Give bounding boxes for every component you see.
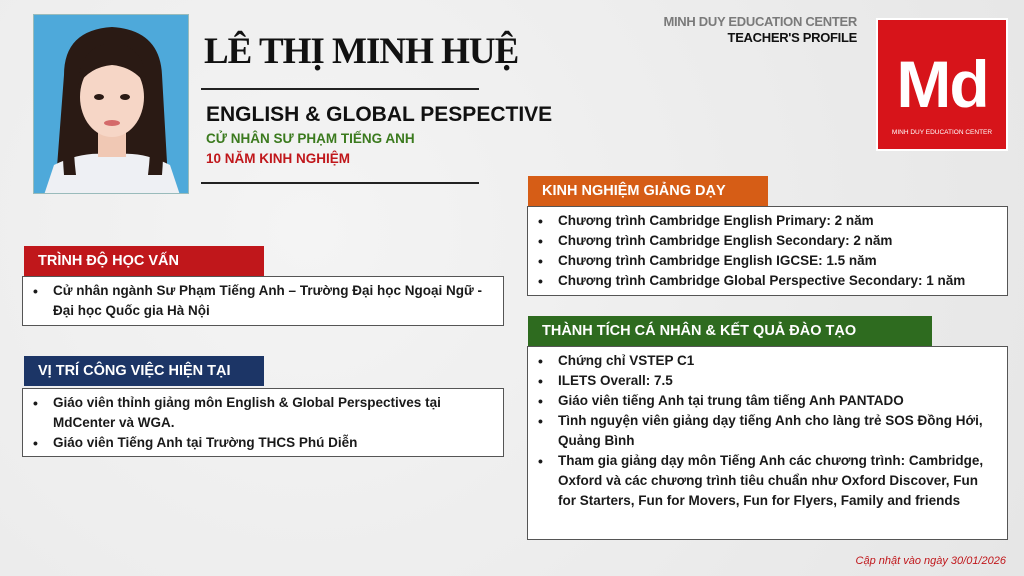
divider [201,182,479,184]
teacher-photo [33,14,189,194]
center-name: MINH DUY EDUCATION CENTER [663,14,857,29]
update-date: Cập nhật vào ngày 30/01/2026 [855,555,1006,567]
list-item: • Chứng chỉ VSTEP C1 [528,351,999,371]
education-title: TRÌNH ĐỘ HỌC VẤN [38,253,179,269]
teaching-box [527,206,1008,296]
logo-caption: MINH DUY EDUCATION CENTER [891,129,993,136]
teacher-name: LÊ THỊ MINH HUỆ [204,31,519,72]
list-item: • Chương trình Cambridge English Primary: 2 năm [528,211,1007,231]
list-item: • Tham gia giảng dạy môn Tiếng Anh các chương trình: Cambridge, Oxford và các chương trình tiêu chuẩn như Oxford Discover, Fun for Starters, Fun for Movers, Fun for Flyers, Family and friends [528,451,999,511]
list-item: • Giáo viên Tiếng Anh tại Trường THCS Phú Diễn [23,433,503,453]
position-header [24,356,264,386]
list-item: • Chương trình Cambridge Global Perspective Secondary: 1 năm [528,271,1007,291]
list-item: • Cử nhân ngành Sư Phạm Tiếng Anh – Trường Đại học Ngoại Ngữ - Đại học Quốc gia Hà Nội [23,281,503,321]
position-box [22,388,504,457]
teaching-header [528,176,768,206]
teaching-title: KINH NGHIỆM GIẢNG DẠY [542,183,726,199]
education-header [24,246,264,276]
education-box [22,276,504,326]
list-item: • Giáo viên tiếng Anh tại trung tâm tiếng Anh PANTADO [528,391,999,411]
list-item: • Giáo viên thỉnh giảng môn English & Global Perspectives tại MdCenter và WGA. [23,393,503,433]
achievements-header [528,316,932,346]
position-title: VỊ TRÍ CÔNG VIỆC HIỆN TẠI [38,363,231,379]
list-item: • ILETS Overall: 7.5 [528,371,999,391]
teacher-degree: CỬ NHÂN SƯ PHẠM TIẾNG ANH [206,131,415,146]
achievements-box [527,346,1008,540]
list-item: • Chương trình Cambridge English IGCSE: 1.5 năm [528,251,1007,271]
divider [201,88,479,90]
teacher-subject: ENGLISH & GLOBAL PESPECTIVE [206,103,553,126]
center-logo [876,18,1008,151]
achievements-title: THÀNH TÍCH CÁ NHÂN & KẾT QUẢ ĐÀO TẠO [542,323,857,339]
list-item: • Tình nguyện viên giảng dạy tiếng Anh cho làng trẻ SOS Đồng Hới, Quảng Bình [528,411,999,451]
logo-text: Md [896,47,988,121]
teacher-experience: 10 NĂM KINH NGHIỆM [206,151,351,166]
profile-subtitle: TEACHER'S PROFILE [727,30,857,45]
list-item: • Chương trình Cambridge English Secondary: 2 năm [528,231,1007,251]
